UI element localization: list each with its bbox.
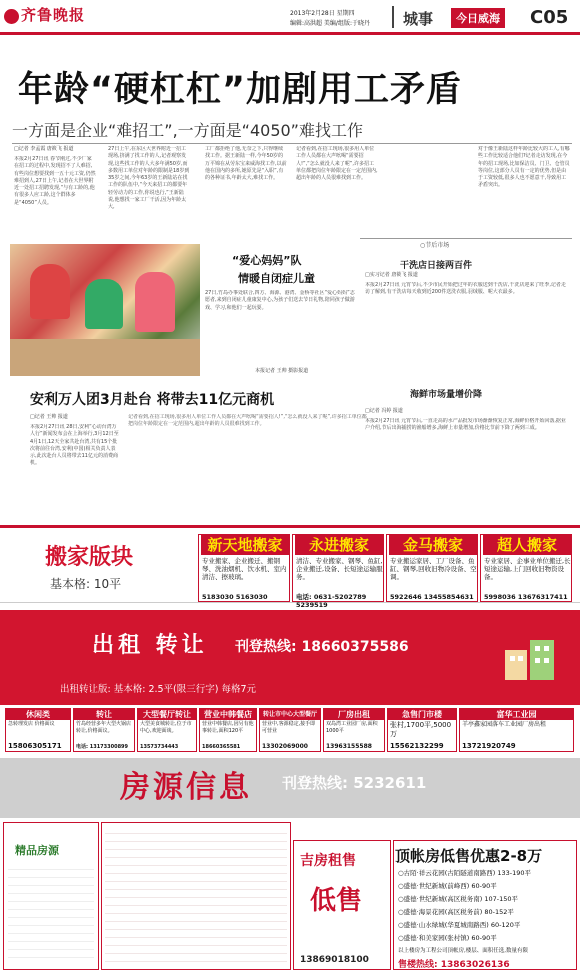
property-ads-title: 房源信息 xyxy=(120,770,252,805)
column-section-label: ○节后市场 xyxy=(420,242,450,249)
article-column-5: 对于像王新陆这样年龄比较大的工人,有哪些工作比较适合他们?记者走访发现,在今年的招工现场,比如保洁员、门卫、仓管员等岗位,这部分人员有一定的优势,但是由于工资较低,很多人也不愿意干,导致用工矛盾突出。 xyxy=(478,146,570,189)
small-ad-phone: 15806305171 xyxy=(8,742,62,750)
small-ad xyxy=(323,708,385,752)
small-ad xyxy=(259,708,321,752)
moving-ad-1 xyxy=(198,534,290,602)
small-ad-phone: 13963155588 xyxy=(326,743,372,750)
ad-text: 专业搬家、企业搬迁、搬钢琴、洗油烟机、饮水机、室内清洁、擦玻璃。 xyxy=(202,557,287,581)
article-column-4: 记者看到,在招工现场,很多用人单位工作人员都在大声吆喝“需要招人!”,“怎么就没人来了呢”,许多招工单位都把岗位年龄限定在一定范围内,超出年龄的人员很难找到工作。 xyxy=(296,146,378,182)
listing-footnote: 以上楼房为工程公司顶帐房,楼层、面积任选,数量有限 xyxy=(398,948,528,954)
listing-row: ○盛德·世纪新城(高区税务南) 107-150平 xyxy=(398,895,519,903)
small-ad-text: 大型美食城转让,位于市中心,欢迎面谈。 xyxy=(140,721,192,734)
ad-text: 专业搬运家居、工厂设备、鱼缸、钢琴,回收旧物冷设备、空调。 xyxy=(390,557,477,581)
small-ad-text: 营业中,客源稳定,接手即可营业 xyxy=(262,721,316,734)
photo-credit: 本报记者 王帅 摄影报道 xyxy=(255,368,309,374)
ad-phone: 电话: 0631-5202789 5239519 xyxy=(296,593,367,609)
ad-company-name: 新天地搬家 xyxy=(201,535,289,555)
moving-ads-title: 搬家版块 xyxy=(45,545,134,570)
small-ad xyxy=(137,708,197,752)
small-ad xyxy=(73,708,135,752)
small-ad-head: 转让 xyxy=(74,709,134,720)
right-byline-1: □实习记者 唐筱飞 报道 xyxy=(365,272,418,278)
divider xyxy=(392,6,394,28)
building-illustration-icon xyxy=(500,632,560,682)
divider xyxy=(12,143,572,144)
rental-ads-title: 出租 转让 xyxy=(92,633,208,658)
article-byline: □记者 李孟霞 唐筱飞 报道 xyxy=(14,146,74,152)
article-column-2: 27日上午,在东区大世界附近一招工现场,挤满了找工作的人,记者观察发现,这些找工作的人大多年满50岁,而多数用工单位对年龄的限制是18岁到35岁之间,今年63岁的王新陆站在找工作的队伍中,“今天来招工的都要年轻劳动力的工作,你说也行,”王新陆说,他想找一家工厂干活,因为年龄太大, xyxy=(108,146,190,211)
rental-hotline: 刊登热线: 18660375586 xyxy=(235,639,409,655)
small-ad-head: 转让市中心大型餐厅 xyxy=(260,709,320,720)
property-hotline: 刊登热线: 5232611 xyxy=(282,774,427,792)
right-body-2: 本报2月27日讯 元宵节后,一直走高的水产品批发市场渐渐恢复正常,海鲜价格开始回落,据业户介绍,节后出海捕捞的渔船增多,海鲜上市量增加,价格比节前下降了两到三成。 xyxy=(365,418,566,432)
small-ad-head: 厂房出租 xyxy=(324,709,384,720)
sales-hotline: 售楼热线: 13863026136 xyxy=(398,960,510,970)
moving-ad-3 xyxy=(386,534,478,602)
ad-phone: 5183030 5163030 xyxy=(202,593,268,601)
featured-property-heading: 精品房源 xyxy=(15,844,59,857)
right-headline-1: 干洗店日接两百件 xyxy=(400,261,473,271)
small-ad-head: 急售门市楼 xyxy=(388,709,456,720)
small-ad-head: 休闲类 xyxy=(6,709,70,720)
listing-row: ○盛德·山水绿城(华夏城南路西) 60-120平 xyxy=(398,921,521,929)
rent-sale-title: 吉房租售 xyxy=(300,853,356,869)
section-title: 城事 xyxy=(403,10,434,28)
ad-company-name: 金马搬家 xyxy=(389,535,477,555)
discount-sale-label: 低售 xyxy=(310,886,363,916)
developer-listing-title: 顶帐房低售优惠2-8万 xyxy=(395,847,543,865)
news-photo xyxy=(10,244,200,376)
moving-ads-base: 基本格: 10平 xyxy=(50,577,122,591)
small-ad-phone: 13721920749 xyxy=(462,742,516,750)
right-body-1: 本报2月27日讯 元宵节后,不少市民开始把过年的衣服送到干洗店,干洗店迎来了旺季,记者走访了解到,有干洗店每天收到近200件送洗衣服,羽绒服、呢大衣最多。 xyxy=(365,282,566,296)
small-ad-text: 竹岛经营多年大型火锅店转让,价格面议。 xyxy=(76,721,132,734)
small-ad-text: 张村,1700平,5000万 xyxy=(390,721,452,738)
logo-text: 齐鲁晚报 xyxy=(21,6,86,24)
right-headline-2: 海鲜市场量增价降 xyxy=(410,390,483,400)
small-ad-text: 急转理发店 价格面议 xyxy=(8,721,55,727)
page-number: C05 xyxy=(530,7,569,28)
article-column-1: 本报2月27日讯 春节刚过,不少厂家在招工的过程中,发现招不了人难招,有些岗位想要找到一五十元工资,仍然难招到人,27日上午,记者在大世界附近一处招工招聘发现,“与有工龄的,他有很多人应工龄,这个群体多是“4050”人员。 xyxy=(14,156,96,206)
small-ad-phone: 13302069000 xyxy=(262,743,308,750)
discount-sale-phone: 13869018100 xyxy=(300,955,369,965)
logo-mark-icon xyxy=(4,9,19,24)
property-listing-lines xyxy=(8,862,94,962)
small-ad xyxy=(199,708,257,752)
small-ad-phone: 13573734443 xyxy=(140,744,179,750)
newspaper-logo xyxy=(4,4,85,25)
ad-company-name: 超人搬家 xyxy=(483,535,571,555)
section-tag: 今日威海 xyxy=(451,8,505,28)
small-ad-phone: 电话: 13173300899 xyxy=(76,744,129,750)
ad-text: 专业家居、企事业单位搬迁,长短途运输,上门回收旧物资设备。 xyxy=(484,557,571,581)
small-ad-phone: 15562132299 xyxy=(390,742,444,750)
story2-body: 本报2月27日讯 28日,安利“心动台湾万人行”新闻发布会在上海举行,3月12日至4月1日,12天全家共赴台湾,共有15个批次将前往台湾,安利(中国)相关负责人表示,此次赴台人员将带去11亿元的消费商机。 xyxy=(30,424,119,467)
photo-story-title: “爱心妈妈”队 xyxy=(232,254,302,267)
ad-phone: 5922646 13455854631 xyxy=(390,593,474,601)
small-ad-text: 双岛湾工业园厂房,面积1000平 xyxy=(326,721,378,734)
ad-text: 清洁、专业搬家、钢琴、鱼缸,企业搬迁,设备、长短途运输服务。 xyxy=(296,557,383,581)
listing-row: ○古陌·祥云花园(古陌隧道南路西) 133-190平 xyxy=(398,869,532,877)
small-ad-phone: 18660365581 xyxy=(202,744,241,750)
rental-base-price: 出租转让版: 基本格: 2.5平(限三行字) 每格7元 xyxy=(60,684,257,695)
editor-credit: 编辑:高洪超 美编/组版:于晓丹 xyxy=(290,20,370,27)
header-rule xyxy=(0,32,580,35)
ad-company-name: 永进搬家 xyxy=(295,535,383,555)
photo-story-subtitle: 情暖自闭症儿童 xyxy=(238,272,315,285)
small-ad-head: 大型餐厅转让 xyxy=(138,709,196,720)
headline: 年龄“硬杠杠”加剧用工矛盾 xyxy=(18,70,463,110)
story2-byline: □记者 王帅 报道 xyxy=(30,414,68,420)
small-ad-head: 富华工业园 xyxy=(460,709,573,720)
issue-date: 2013年2月28日 星期四 xyxy=(290,10,355,17)
small-ad xyxy=(5,708,71,752)
small-ad-text: 羊亭鑫家园落车工业园厂房出租 xyxy=(462,721,547,728)
right-byline-2: □记者 冯婷 报道 xyxy=(365,408,403,414)
article-column-3: 工厂都拒绝了他,无奈之下,只得继续找工作。据王新陆一样,今年50岁的万平锦在从劳东宝来威海找工作,以前他在国内的多所,她原先是“入职”,有的各种证书,年龄太大,难找工作。 xyxy=(205,146,287,182)
small-ad xyxy=(387,708,457,752)
small-ad-head: 营业中韩餐店 xyxy=(200,709,256,720)
photo-story-body: 27日,竹岛办事处联合,四方、海源、港湾、金桥等社区“爱心妈妈”志愿者,来到自闭症儿童康复中心,为孩子们送去节日礼物,陪同孩子做游戏、学习,和他们一起玩耍。 xyxy=(205,290,355,311)
ad-phone: 5998036 13676317411 xyxy=(484,593,568,601)
subheadline: 一方面是企业“难招工”,一方面是“4050”难找工作 xyxy=(12,121,363,140)
small-ad-text: 营业中韩餐店,因另有他事转让,面积120平 xyxy=(202,721,254,734)
property-listing-lines xyxy=(105,826,287,966)
listing-row: ○盛德·世纪新城(前峰西) 60-90平 xyxy=(398,882,497,890)
story2-headline: 安利万人团3月赴台 将带去11亿元商机 xyxy=(30,392,275,408)
moving-ad-2 xyxy=(292,534,384,609)
small-ad xyxy=(459,708,574,752)
divider xyxy=(360,238,572,239)
listing-row: ○盛德·和美家园(张村镇) 60-90平 xyxy=(398,934,497,942)
listing-row: ○盛德·海景花园(高区税务前) 80-152平 xyxy=(398,908,514,916)
moving-ad-4 xyxy=(480,534,572,602)
story2-body-cont: 记者看到,在招工现场,很多用人单位工作人员都在大声吆喝“需要招人!”,“怎么就没人来了呢”,许多招工单位都把岗位年龄限定在一定范围内,超出年龄的人员很难找到工作。 xyxy=(128,414,367,428)
